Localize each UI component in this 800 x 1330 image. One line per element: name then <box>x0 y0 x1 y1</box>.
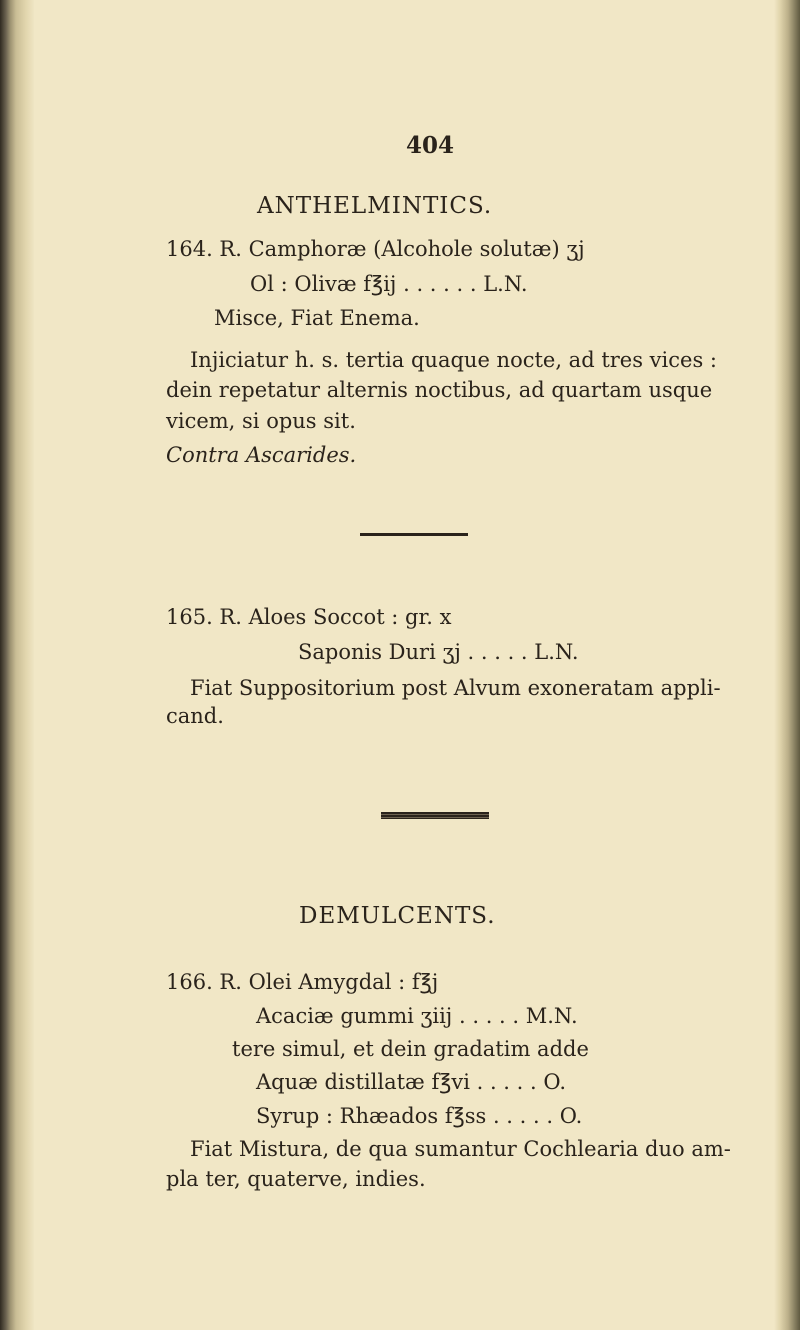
rx-166-line-1: 166. R. Olei Amygdal : f℥j <box>166 970 439 994</box>
rx-166-line-3: tere simul, et dein gradatim adde <box>232 1037 589 1061</box>
rx-166-line-5: Syrup : Rhæados f℥ss . . . . . O. <box>256 1104 583 1128</box>
rx-165-line-4: cand. <box>166 704 224 728</box>
section-divider-2 <box>381 812 489 819</box>
section-heading-demulcents: DEMULCENTS. <box>299 903 496 929</box>
rx-164-line-3: Misce, Fiat Enema. <box>214 306 420 330</box>
rx-165-line-2: Saponis Duri ʒj . . . . . L.N. <box>298 640 579 664</box>
rx-164-line-4: Injiciatur h. s. tertia quaque nocte, ad tres vices : <box>190 348 717 372</box>
rx-164-line-6: vicem, si opus sit. <box>166 409 356 433</box>
rx-166-line-7: pla ter, quaterve, indies. <box>166 1167 426 1191</box>
rx-166-line-2: Acaciæ gummi ʒiij . . . . . M.N. <box>256 1004 578 1028</box>
rx-164-line-5: dein repetatur alternis noctibus, ad quartam usque <box>166 378 713 402</box>
rx-166-line-4: Aquæ distillatæ f℥vi . . . . . O. <box>256 1070 567 1094</box>
rx-164-line-2: Ol : Olivæ f℥ij . . . . . . L.N. <box>250 272 528 296</box>
page-number: 404 <box>406 132 455 159</box>
section-divider-1 <box>360 533 468 536</box>
rx-164-line-1: 164. R. Camphoræ (Alcohole solutæ) ʒj <box>166 237 585 261</box>
rx-165-line-1: 165. R. Aloes Soccot : gr. x <box>166 605 452 629</box>
rx-166-line-6: Fiat Mistura, de qua sumantur Cochlearia duo am- <box>190 1137 731 1161</box>
section-heading-anthelmintics: ANTHELMINTICS. <box>257 193 493 219</box>
rx-165-line-3: Fiat Suppositorium post Alvum exoneratam appli- <box>190 676 721 700</box>
rx-164-note: Contra Ascarides. <box>166 443 357 467</box>
